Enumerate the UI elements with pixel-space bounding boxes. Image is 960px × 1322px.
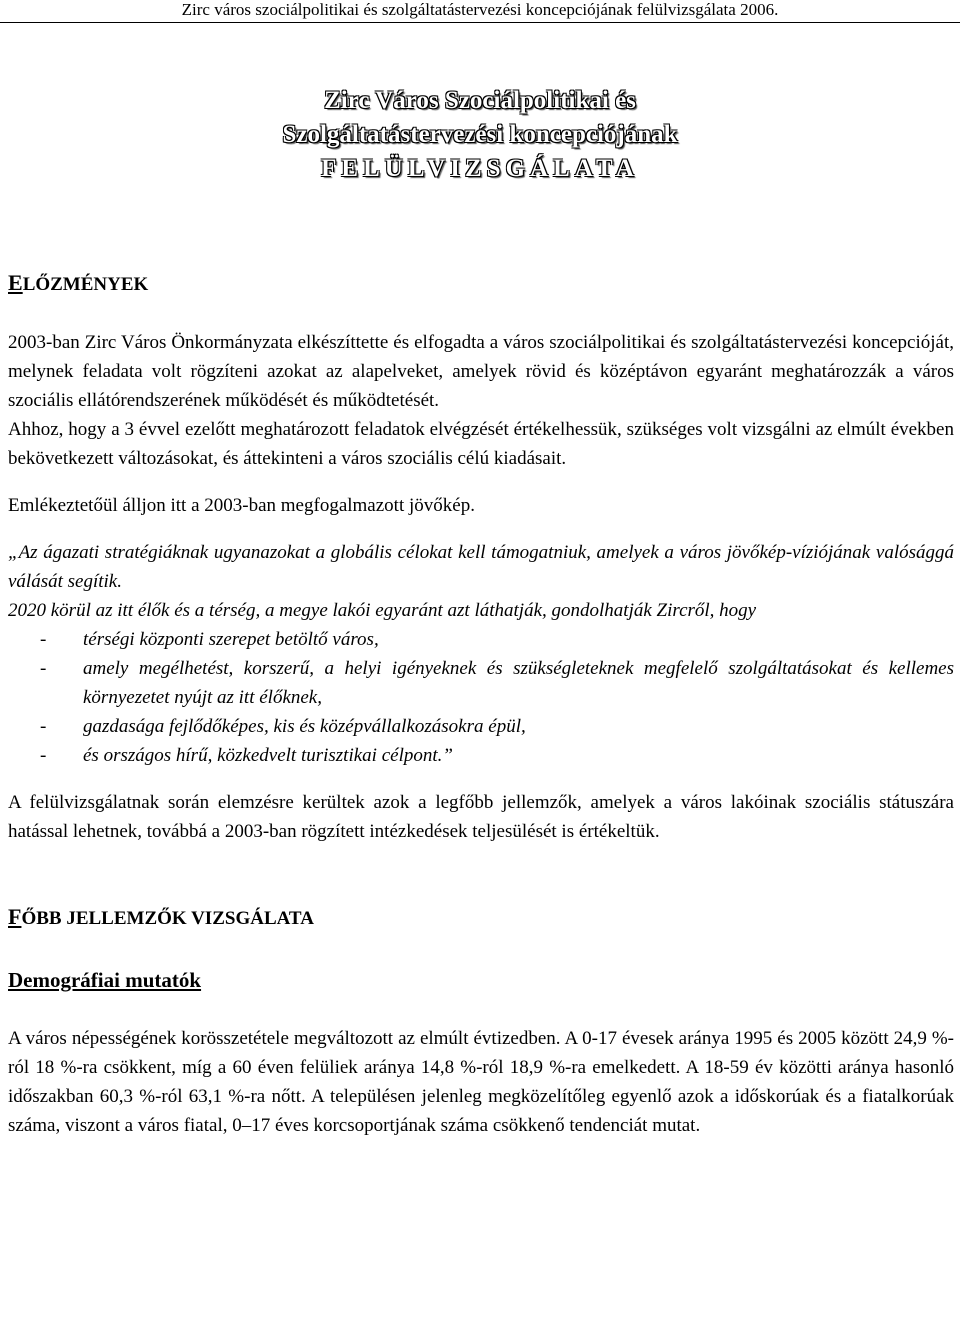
title-line-1: Zirc Város Szociálpolitikai és: [324, 87, 636, 114]
vision-list: [8, 625, 954, 770]
paragraph-review-purpose: Ahhoz, hogy a 3 évvel ezelőtt meghatározott feladatok elvégzését értékelhessük, szükséges volt vizsgálni az elmúlt években bekövetkezett változásokat, és áttekinteni a város szociális célú kiadásait.: [8, 419, 954, 469]
document-body: [8, 270, 954, 1140]
list-item: - amely megélhetést, korszerű, a helyi igényeknek és szükségleteknek megfelelő szolgáltatásokat és kellemes környezetet nyújt az itt élőknek,: [8, 654, 954, 712]
document-title: [0, 84, 960, 186]
list-item: - és országos hírű, közkedvelt turisztikai célpont.”: [8, 741, 954, 770]
list-bullet: -: [40, 629, 47, 650]
list-bullet: -: [40, 716, 47, 737]
section-heading-elozmenyek: [8, 270, 954, 298]
heading-initial: E: [8, 270, 23, 295]
paragraph-analysis: A felülvizsgálatnak során elemzésre kerültek azok a legfőbb jellemzők, amelyek a város lakóinak szociális státuszára hatással lehetnek, továbbá a 2003-ban rögzített intézkedések teljesülését is értékeltük.: [8, 792, 954, 842]
paragraph-demographics: A város népességének korösszetétele megváltozott az elmúlt évtizedben. A 0-17 évesek aránya 1995 és 2005 között 24,9 %-ról 18 %-ra csökkent, míg a 60 éven felüliek aránya 14,8 %-ról 18,9 %-ra emelkedett. A 18-59 év közötti aránya hasonló időszakban 60,3 %-ról 63,1 %-ra nőtt. A településen jelenleg megközelítőleg egyenlő azok a időskorúak és a fiatalkorúak száma, viszont a város fiatal, 0–17 éves korcsoportjának száma csökkenő tendenciát mutat.: [8, 1028, 954, 1136]
list-bullet: -: [40, 658, 47, 679]
subheading-demografia: Demográfiai mutatók: [8, 968, 202, 992]
list-item: - gazdasága fejlődőképes, kis és középvállalkozásokra épül,: [8, 712, 954, 741]
heading-rest: LŐZMÉNYEK: [22, 274, 149, 295]
title-line-3: FELÜLVIZSGÁLATA: [321, 155, 639, 182]
title-line-2: Szolgáltatástervezési koncepciójának: [282, 121, 678, 148]
running-header: Zirc város szociálpolitikai és szolgáltatástervezési koncepciójának felülvizsgálata 2006.: [0, 0, 960, 23]
list-item: - térségi központi szerepet betöltő város,: [8, 625, 954, 654]
paragraph-intro: 2003-ban Zirc Város Önkormányzata elkészíttette és elfogadta a város szociálpolitikai és szolgáltatástervezési koncepcióját, melynek feladata volt rögzíteni azokat az alapelveket, amelyek rövid és középtávon egyaránt meghatározzák a város szociális ellátórendszerének működését és működtetését.: [8, 332, 954, 411]
paragraph-reminder: Emlékeztetőül álljon itt a 2003-ban megfogalmazott jövőkép.: [8, 495, 475, 516]
quote-vision: 2020 körül az itt élők és a térség, a megye lakói egyaránt azt láthatják, gondolhatják Zircről, hogy: [8, 600, 757, 621]
heading-rest: ŐBB JELLEMZŐK VIZSGÁLATA: [21, 908, 314, 929]
list-bullet: -: [40, 745, 47, 766]
section-heading-fobb-jellemzok: [8, 904, 954, 932]
heading-initial: F: [8, 904, 22, 929]
quote-intro: „Az ágazati stratégiáknak ugyanazokat a globális célokat kell támogatniuk, amelyek a város jövőkép-víziójának valósággá válását segítik.: [8, 542, 954, 592]
